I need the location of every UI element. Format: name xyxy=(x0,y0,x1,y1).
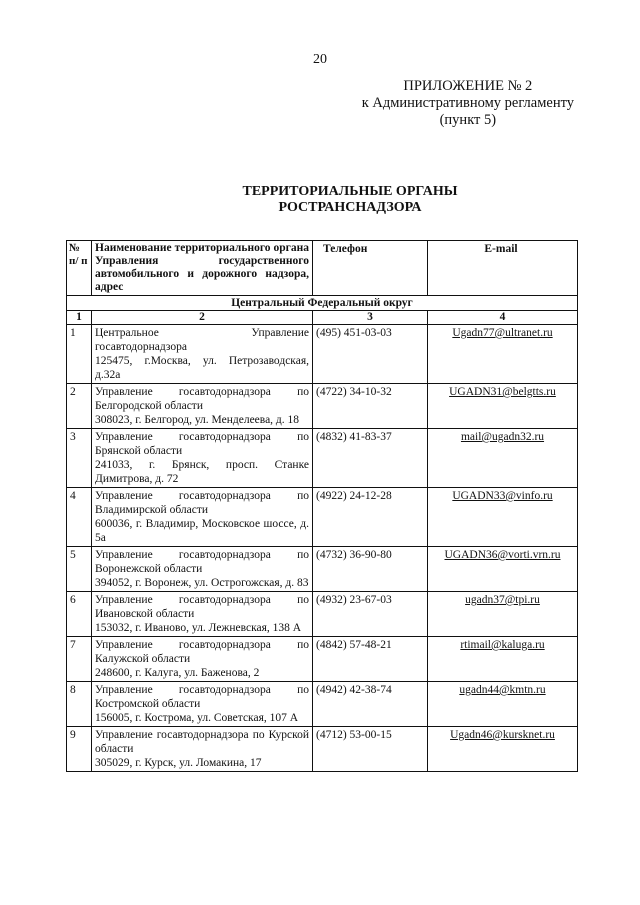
title-line-1: ТЕРРИТОРИАЛЬНЫЕ ОРГАНЫ xyxy=(242,184,458,199)
table-row xyxy=(67,637,578,682)
phone-number: (4842) 57-48-21 xyxy=(313,637,428,682)
offices-table xyxy=(66,240,578,772)
office-name: Управление госавтодорнадзора по Брянской области xyxy=(95,431,309,457)
office-address: 156005, г. Кострома, ул. Советская, 107 А xyxy=(95,712,299,724)
email-cell xyxy=(428,727,578,772)
email-link[interactable]: mail@ugadn32.ru xyxy=(460,431,545,443)
row-number: 7 xyxy=(67,637,92,682)
page-number: 20 xyxy=(313,52,327,67)
email-link[interactable]: UGADN31@belgtts.ru xyxy=(449,386,556,398)
email-cell xyxy=(428,682,578,727)
column-index: 2 xyxy=(92,311,313,325)
table-row xyxy=(67,547,578,592)
office-name-cell xyxy=(92,637,313,682)
office-name: Управление госавтодорнадзора по Калужской области xyxy=(95,639,309,665)
table-row xyxy=(67,325,578,384)
office-name-cell xyxy=(92,727,313,772)
office-name: Управление госавтодорнадзора по Костромской области xyxy=(95,684,309,710)
table-row xyxy=(67,592,578,637)
row-number: 5 xyxy=(67,547,92,592)
office-address: 153032, г. Иваново, ул. Лежневская, 138 А xyxy=(95,622,302,634)
office-address: 305029, г. Курск, ул. Ломакина, 17 xyxy=(95,757,262,769)
header-name: Наименование территориального органа Управления государственного автомобильного и дорожного надзора, адрес xyxy=(92,241,313,296)
email-link[interactable]: rtimail@kaluga.ru xyxy=(460,639,545,651)
phone-number: (495) 451-03-03 xyxy=(313,325,428,384)
appendix-heading xyxy=(362,78,574,129)
phone-number: (4712) 53-00-15 xyxy=(313,727,428,772)
office-name: Управление госавтодорнадзора по Воронежской области xyxy=(95,549,309,575)
column-index: 3 xyxy=(313,311,428,325)
table-row xyxy=(67,488,578,547)
email-cell xyxy=(428,592,578,637)
office-address: 125475, г.Москва, ул. Петрозаводская, д.32а xyxy=(95,355,309,381)
office-address: 394052, г. Воронеж, ул. Острогожская, д. 83 xyxy=(95,577,309,589)
table-header-row xyxy=(67,241,578,296)
office-name-cell xyxy=(92,682,313,727)
row-number: 6 xyxy=(67,592,92,637)
office-name: Центральное Управление госавтодорнадзора xyxy=(95,327,309,353)
office-address: 241033, г. Брянск, просп. Станке Димитрова, д. 72 xyxy=(95,459,309,485)
row-number: 1 xyxy=(67,325,92,384)
header-num: № п/ п xyxy=(67,241,92,296)
phone-number: (4722) 34-10-32 xyxy=(313,384,428,429)
office-name-cell xyxy=(92,384,313,429)
column-index: 1 xyxy=(67,311,92,325)
table-row xyxy=(67,429,578,488)
email-link[interactable]: ugadn37@tpi.ru xyxy=(465,594,540,606)
email-link[interactable]: Ugadn77@ultranet.ru xyxy=(452,327,553,339)
district-name: Центральный Федеральный округ xyxy=(67,296,578,311)
office-name: Управление госавтодорнадзора по Курской области xyxy=(95,729,309,755)
header-email: E-mail xyxy=(428,241,578,296)
table-row xyxy=(67,682,578,727)
phone-number: (4942) 42-38-74 xyxy=(313,682,428,727)
row-number: 9 xyxy=(67,727,92,772)
phone-number: (4932) 23-67-03 xyxy=(313,592,428,637)
appendix-line-2: к Административному регламенту xyxy=(361,95,574,111)
email-link[interactable]: Ugadn46@kursknet.ru xyxy=(450,729,555,741)
email-cell xyxy=(428,488,578,547)
email-cell xyxy=(428,429,578,488)
appendix-line-3: (пункт 5) xyxy=(439,112,497,128)
email-cell xyxy=(428,325,578,384)
row-number: 3 xyxy=(67,429,92,488)
office-address: 308023, г. Белгород, ул. Менделеева, д. 18 xyxy=(95,414,300,426)
office-name: Управление госавтодорнадзора по Владимирской области xyxy=(95,490,309,516)
office-address: 600036, г. Владимир, Московское шоссе, д. 5а xyxy=(95,518,309,544)
row-number: 8 xyxy=(67,682,92,727)
email-cell xyxy=(428,384,578,429)
table-row xyxy=(67,727,578,772)
phone-number: (4732) 36-90-80 xyxy=(313,547,428,592)
office-name-cell xyxy=(92,325,313,384)
header-phone: Телефон xyxy=(313,241,428,296)
email-link[interactable]: UGADN33@vinfo.ru xyxy=(452,490,553,502)
phone-number: (4922) 24-12-28 xyxy=(313,488,428,547)
column-index: 4 xyxy=(428,311,578,325)
title-line-2: РОСТРАНСНАДЗОРА xyxy=(278,200,422,215)
row-number: 4 xyxy=(67,488,92,547)
office-name: Управление госавтодорнадзора по Белгородской области xyxy=(95,386,309,412)
row-number: 2 xyxy=(67,384,92,429)
email-cell xyxy=(428,547,578,592)
phone-number: (4832) 41-83-37 xyxy=(313,429,428,488)
table-body xyxy=(67,241,578,772)
email-link[interactable]: UGADN36@vorti.vrn.ru xyxy=(444,549,561,561)
office-address: 248600, г. Калуга, ул. Баженова, 2 xyxy=(95,667,260,679)
column-index-row xyxy=(67,311,578,325)
office-name-cell xyxy=(92,547,313,592)
office-name: Управление госавтодорнадзора по Ивановской области xyxy=(95,594,309,620)
email-cell xyxy=(428,637,578,682)
appendix-line-1: ПРИЛОЖЕНИЕ № 2 xyxy=(403,78,533,94)
district-row xyxy=(67,296,578,311)
office-name-cell xyxy=(92,592,313,637)
document-title xyxy=(0,184,640,216)
table-row xyxy=(67,384,578,429)
email-link[interactable]: ugadn44@kmtn.ru xyxy=(459,684,546,696)
office-name-cell xyxy=(92,488,313,547)
office-name-cell xyxy=(92,429,313,488)
